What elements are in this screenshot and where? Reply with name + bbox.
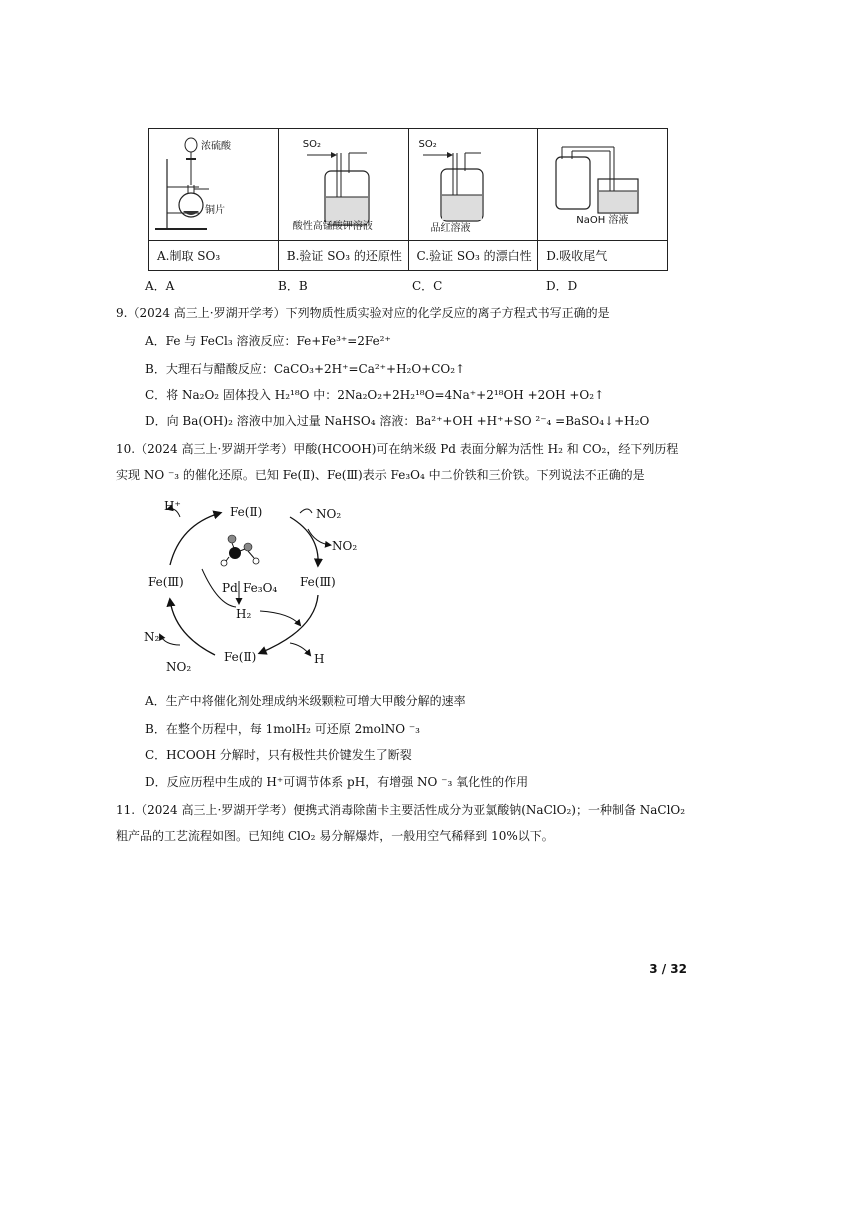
- caption-b: B.验证 SO₃ 的还原性: [278, 241, 408, 271]
- fe3o4-label: Fe₃O₄: [243, 581, 278, 595]
- so2-gas-label: SO₂: [302, 139, 321, 150]
- cycle-right-fe3: Fe(Ⅲ): [300, 575, 336, 589]
- q9-stem: 9.（2024 高三上·罗湖开学考）下列物质性质实验对应的化学反应的离子方程式书写正确的是: [116, 306, 610, 320]
- no2-out-label: NO₂: [332, 539, 358, 553]
- h-plus-label: H⁺: [164, 499, 181, 513]
- catalytic-cycle-diagram: [140, 495, 370, 675]
- q9-option-a: A．Fe 与 FeCl₃ 溶液反应：Fe+Fe³⁺=2Fe²⁺: [145, 334, 391, 348]
- q9-option-b: B．大理石与醋酸反应：CaCO₃+2H⁺=Ca²⁺+H₂O+CO₂↑: [145, 362, 466, 376]
- caption-d: D.吸收尾气: [538, 241, 668, 271]
- q11-stem-line1: 11.（2024 高三上·罗湖开学考）便携式消毒除菌卡主要活性成分为亚氯酸钠(NaClO₂)；一种制备 NaClO₂: [116, 803, 686, 817]
- q9-option-d: D．向 Ba(OH)₂ 溶液中加入过量 NaHSO₄ 溶液：Ba²⁺+OH +H⁺+SO ²⁻₄ =BaSO₄↓+H₂O: [145, 414, 650, 428]
- naoh-solution-label: NaOH 溶液: [576, 215, 629, 226]
- q8-choice-b: B．B: [278, 279, 308, 293]
- q10-option-a: A．生产中将催化剂处理成纳米级颗粒可增大甲酸分解的速率: [145, 694, 466, 708]
- apparatus-b-cell: [278, 129, 408, 241]
- q10-option-d: D．反应历程中生成的 H⁺可调节体系 pH，有增强 NO ⁻₃ 氧化性的作用: [145, 775, 529, 789]
- magenta-solution-label: 品红溶液: [430, 223, 471, 234]
- kmno4-solution-label: 酸性高锰酸钾溶液: [292, 221, 373, 232]
- caption-a: A.制取 SO₃: [149, 241, 279, 271]
- n2-label: N₂: [144, 630, 160, 644]
- apparatus-a-cell: [149, 129, 279, 241]
- q10-stem-line2: 实现 NO ⁻₃ 的催化还原。已知 Fe(Ⅱ)、Fe(Ⅲ)表示 Fe₃O₄ 中二价铁和三价铁。下列说法不正确的是: [116, 468, 645, 482]
- apparatus-c-cell: [408, 129, 538, 241]
- h2-label: H₂: [236, 607, 252, 621]
- apparatus-d-cell: [538, 129, 668, 241]
- no2-in-label: NO₂: [316, 507, 342, 521]
- q10-option-c: C．HCOOH 分解时，只有极性共价键发生了断裂: [145, 748, 412, 762]
- q11-stem-line2: 粗产品的工艺流程如图。已知纯 ClO₂ 易分解爆炸，一般用空气稀释到 10%以下。: [116, 829, 554, 843]
- pd-label: Pd: [222, 581, 238, 595]
- cycle-bottom-fe2: Fe(Ⅱ): [224, 650, 257, 664]
- conc-sulfuric-acid-label: 浓硫酸: [201, 141, 231, 152]
- copper-label: 铜片: [205, 205, 225, 216]
- q8-choice-c: C．C: [412, 279, 443, 293]
- no2-bottom-label: NO₂: [166, 660, 192, 674]
- page-number: 3 / 32: [649, 962, 687, 976]
- q9-option-c: C．将 Na₂O₂ 固体投入 H₂¹⁸O 中：2Na₂O₂+2H₂¹⁸O=4Na⁺+2¹⁸OH +2OH +O₂↑: [145, 388, 605, 402]
- cycle-top-fe2: Fe(Ⅱ): [230, 505, 263, 519]
- q8-choice-a: A．A: [145, 279, 175, 293]
- so2-gas-label-c: SO₂: [418, 139, 437, 150]
- q8-choice-d: D．D: [546, 279, 578, 293]
- apparatus-table: [148, 128, 668, 271]
- q10-option-b: B．在整个历程中，每 1molH₂ 可还原 2molNO ⁻₃: [145, 722, 420, 736]
- caption-c: C.验证 SO₃ 的漂白性: [408, 241, 538, 271]
- q10-stem-line1: 10.（2024 高三上·罗湖开学考）甲酸(HCOOH)可在纳米级 Pd 表面分解为活性 H₂ 和 CO₂，经下列历程: [116, 442, 679, 456]
- cycle-left-fe3: Fe(Ⅲ): [148, 575, 184, 589]
- h-out-label: H: [314, 652, 325, 666]
